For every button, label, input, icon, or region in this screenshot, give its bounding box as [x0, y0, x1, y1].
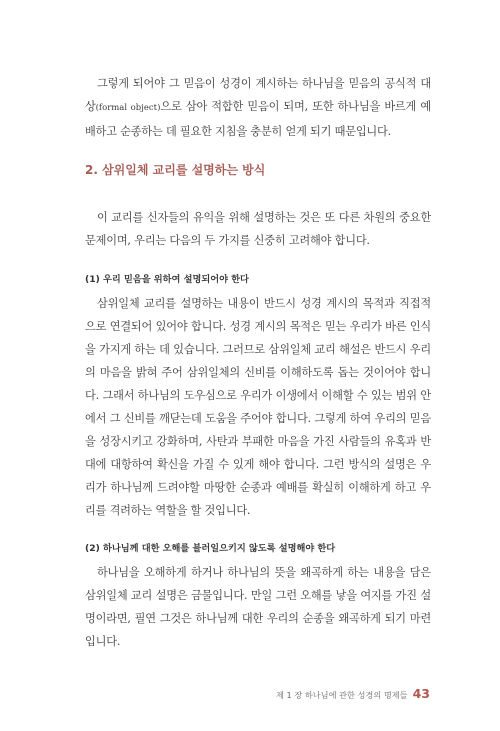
paragraph-intro-end: 으로 삼아 적합한 믿음이 되며, 또한 하나님을 바르게 예배하고 순종하는 데 필요한 지침을 충분히 얻게 되기 때문입니다.	[85, 100, 431, 138]
subheading-1: (1) 우리 믿음을 위하여 설명되어야 한다	[85, 274, 249, 285]
paragraph-no-misunderstanding-text: 하나님을 오해하게 하거나 하나님의 뜻을 왜곡하게 하는 내용을 담은 삼위일체 교리 설명은 금물입니다. 만일 그런 오해를 낳을 여지를 가진 설명이라면, 필연 그것은 하나님께 대한 우리의 순종을 왜곡하게 되기 마련입니다.	[85, 566, 431, 648]
subheading-2: (2) 하나님께 대한 오해를 불러일으키지 않도록 설명해야 한다	[85, 543, 336, 554]
page-footer	[276, 686, 430, 701]
paragraph-faith-explanation	[85, 292, 431, 522]
page-number: 43	[412, 686, 430, 701]
paragraph-no-misunderstanding	[85, 561, 431, 653]
paragraph-considerations	[85, 206, 431, 252]
paragraph-intro-start: 그렇게 되어야 그 믿음이 성경이 계시하는 하나님을 믿음의 공식적 대상	[85, 77, 431, 113]
paragraph-intro	[85, 72, 431, 143]
paragraph-faith-explanation-text: 삼위일체 교리를 설명하는 내용이 반드시 성경 계시의 목적과 직접적으로 연결되어 있어야 합니다. 성경 계시의 목적은 믿는 우리가 바른 인식을 가지게 하는 데 있습니다. 그러므로 삼위일체 교리 해설은 반드시 우리의 마음을 밝혀 주어 삼위일체의 신비를 이해하도록 돕는 것이어야 합니다. 그래서 하나님의 도우심으로 우리가 이생에서 이해할 수 있는 범위 안에서 그 신비를 깨닫는데 도움을 주어야 합니다. 그렇게 하여 우리의 믿음을 성장시키고 강화하며, 사탄과 부패한 마음을 가진 사람들의 유혹과 반대에 대항하여 확신을 가질 수 있게 해야 합니다. 그런 방식의 설명은 우리가 하나님께 드려야할 마땅한 순종과 예배를 확실히 이해하게 하고 우리를 격려하는 역할을 할 것입니다.	[85, 297, 431, 517]
footer-chapter-title: 제 1 장 하나님에 관한 성경의 명제들	[276, 690, 408, 700]
formal-object-term: (formal object)	[95, 103, 161, 113]
paragraph-considerations-text: 이 교리를 신자들의 유익을 위해 설명하는 것은 또 다른 차원의 중요한 문제이며, 우리는 다음의 두 가지를 신중히 고려해야 합니다.	[85, 211, 431, 247]
section-heading: 2. 삼위일체 교리를 설명하는 방식	[85, 163, 266, 177]
